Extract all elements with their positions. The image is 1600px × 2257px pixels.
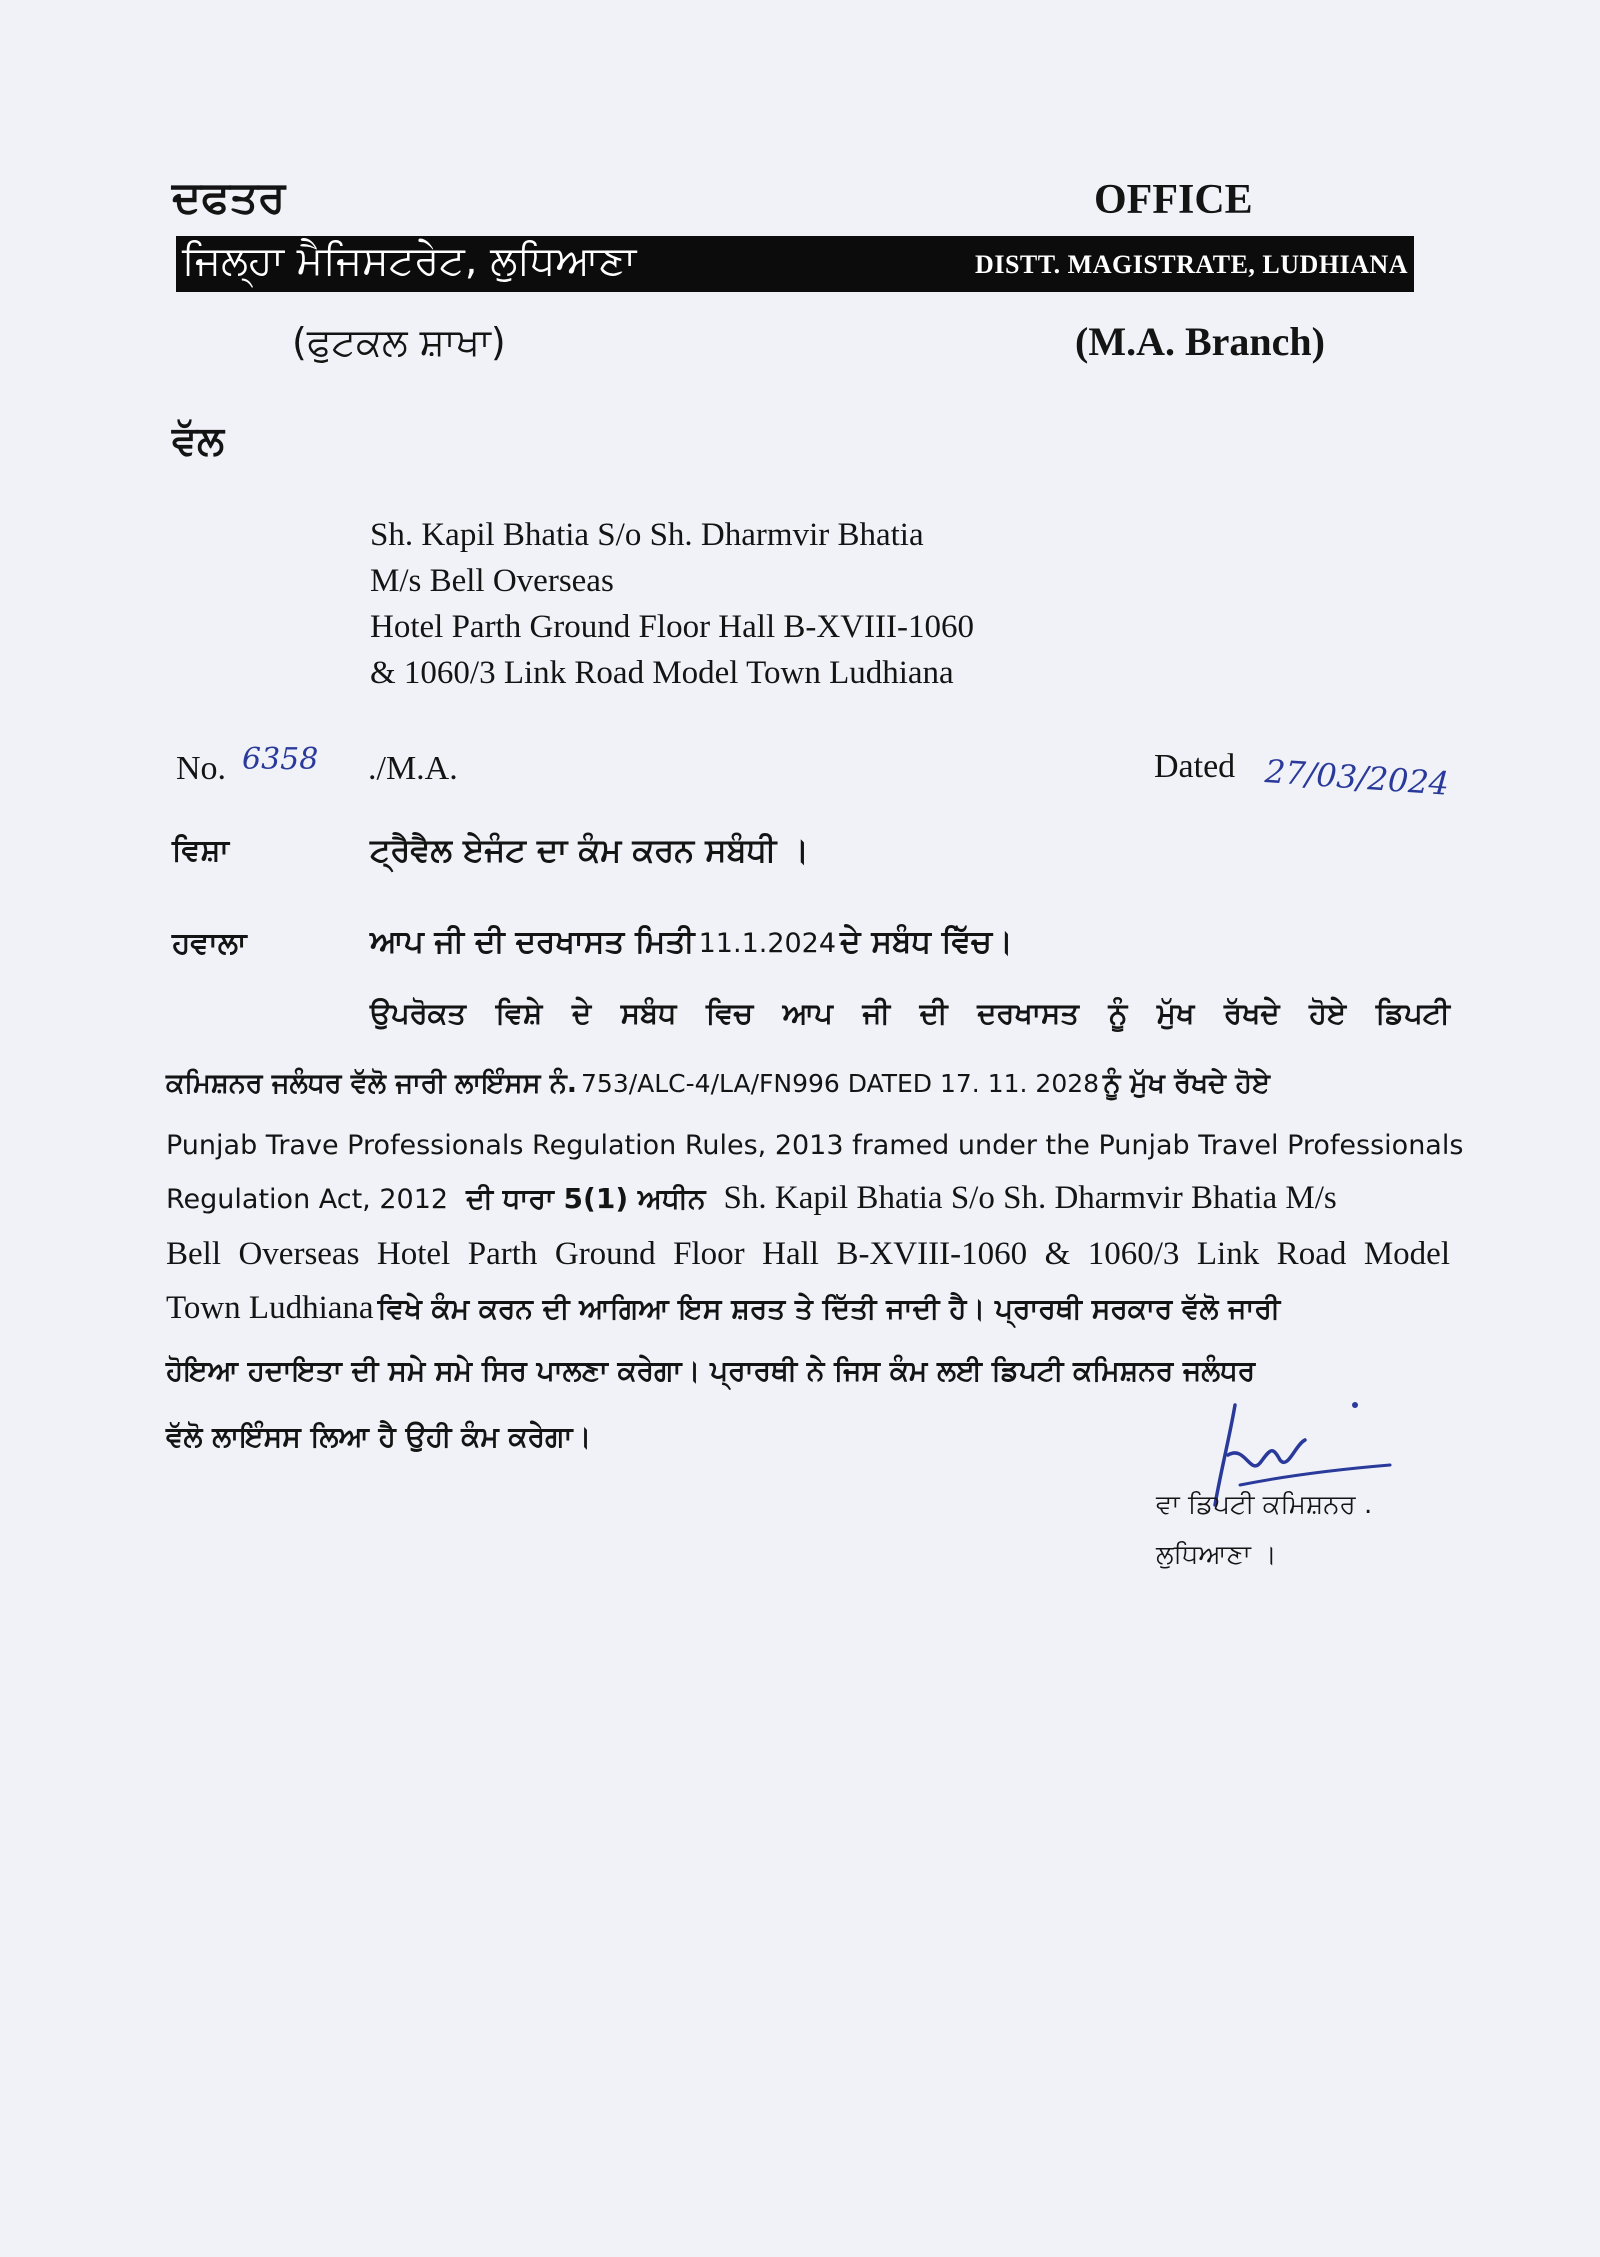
license-number: 753/ALC-4/LA/FN996 DATED 17. 11. 2028	[581, 1069, 1100, 1098]
body-text: Punjab Trave Professionals Regulation Rules, 2013 framed under the Punjab Travel Professionals	[166, 1130, 1464, 1161]
signatory-title: ਵਾ ਡਿਪਟੀ ਕਮਿਸ਼ਨਰ .	[1156, 1490, 1373, 1520]
body-line-3	[166, 1130, 1464, 1161]
branch-punjabi: (ਫੁਟਕਲ ਸ਼ਾਖਾ)	[292, 320, 506, 364]
dated-handwritten: 27/03/2024	[1263, 752, 1451, 803]
ref-no-suffix: ./M.A.	[368, 750, 458, 787]
office-title-punjabi: ਦਫਤਰ	[172, 172, 286, 223]
body-line-7	[166, 1354, 1450, 1388]
subject-text: ਟ੍ਰੈਵੈਲ ਏਜੰਟ ਦਾ ਕੰਮ ਕਰਨ ਸਬੰਧੀ ।	[370, 831, 810, 869]
office-title-english: OFFICE	[1094, 177, 1253, 223]
body-text: ਵੱਲੋ ਲਾਇੰਸਸ ਲਿਆ ਹੈ ਉਹੀ ਕੰਮ ਕਰੇਗਾ।	[166, 1420, 592, 1453]
reference-text-a: ਆਪ ਜੀ ਦੀ ਦਰਖਾਸਤ ਮਿਤੀ	[370, 924, 695, 960]
magistrate-english: DISTT. MAGISTRATE, LUDHIANA	[975, 250, 1408, 279]
body-text: Regulation Act, 2012	[166, 1184, 449, 1215]
reference-date: 11.1.2024	[698, 928, 837, 959]
subject-label: ਵਿਸ਼ਾ	[172, 833, 229, 868]
dated-label: Dated	[1154, 748, 1236, 785]
recipient-address	[370, 512, 974, 696]
to-label: ਵੱਲ	[172, 418, 225, 464]
magistrate-punjabi: ਜਿਲ੍ਹਾ ਮੈਜਿਸਟਰੇਟ, ਲੁਧਿਆਣਾ	[182, 238, 637, 284]
body-text: ਹੋਇਆ ਹਦਾਇਤਾ ਦੀ ਸਮੇ ਸਮੇ ਸਿਰ ਪਾਲਣਾ ਕਰੇਗਾ। ਪ੍ਰਾਰਥੀ ਨੇ ਜਿਸ ਕੰਮ ਲਈ ਡਿਪਟੀ ਕਮਿਸ਼ਨਰ ਜਲੰਧਰ	[166, 1354, 1256, 1387]
reference-text-b: ਦੇ ਸਬੰਧ ਵਿੱਚ।	[840, 924, 1013, 960]
body-line-2	[166, 1068, 1450, 1100]
address-line: Hotel Parth Ground Floor Hall B-XVIII-1060	[370, 609, 974, 645]
reference-text	[370, 924, 1013, 961]
body-text: ਕਮਿਸ਼ਨਰ ਜਲੰਧਰ ਵੱਲੋ ਜਾਰੀ ਲਾਇੰਸਸ ਨੰ.	[166, 1068, 578, 1099]
address-line: M/s Bell Overseas	[370, 563, 614, 599]
body-text: ਨੂੰ ਮੁੱਖ ਰੱਖਦੇ ਹੋਏ	[1103, 1068, 1270, 1099]
body-text: ਦੀ ਧਾਰਾ 5(1) ਅਧੀਨ	[466, 1182, 706, 1215]
body-line-5	[166, 1236, 1450, 1273]
branch-english: (M.A. Branch)	[1075, 319, 1325, 364]
body-text: ਉਪਰੋਕਤ ਵਿਸ਼ੇ ਦੇ ਸਬੰਧ ਵਿਚ ਆਪ ਜੀ ਦੀ ਦਰਖਾਸਤ ਨੂੰ ਮੁੱਖ ਰੱਖਦੇ ਹੋਏ ਡਿਪਟੀ	[370, 996, 1450, 1030]
address-line: Sh. Kapil Bhatia S/o Sh. Dharmvir Bhatia	[370, 517, 924, 553]
header-bar	[176, 236, 1414, 292]
body-text: Bell Overseas Hotel Parth Ground Floor Hall B-XVIII-1060 & 1060/3 Link Road Model	[166, 1236, 1450, 1272]
body-text: Sh. Kapil Bhatia S/o Sh. Dharmvir Bhatia M/s	[723, 1180, 1337, 1216]
signatory-place: ਲੁਧਿਆਣਾ ।	[1156, 1540, 1277, 1570]
ref-no-label: No.	[176, 750, 227, 787]
body-line-4	[166, 1180, 1450, 1217]
reference-label: ਹਵਾਲਾ	[172, 926, 247, 961]
body-line-6	[166, 1290, 1450, 1327]
ref-no-handwritten: 6358	[242, 742, 319, 777]
body-text: Town Ludhiana	[166, 1290, 374, 1326]
address-line: & 1060/3 Link Road Model Town Ludhiana	[370, 655, 954, 691]
body-line-1	[370, 996, 1450, 1031]
body-text: ਵਿਖੇ ਕੰਮ ਕਰਨ ਦੀ ਆਗਿਆ ਇਸ ਸ਼ਰਤ ਤੇ ਦਿੱਤੀ ਜਾਦੀ ਹੈ। ਪ੍ਰਾਰਥੀ ਸਰਕਾਰ ਵੱਲੋ ਜਾਰੀ	[377, 1292, 1281, 1325]
